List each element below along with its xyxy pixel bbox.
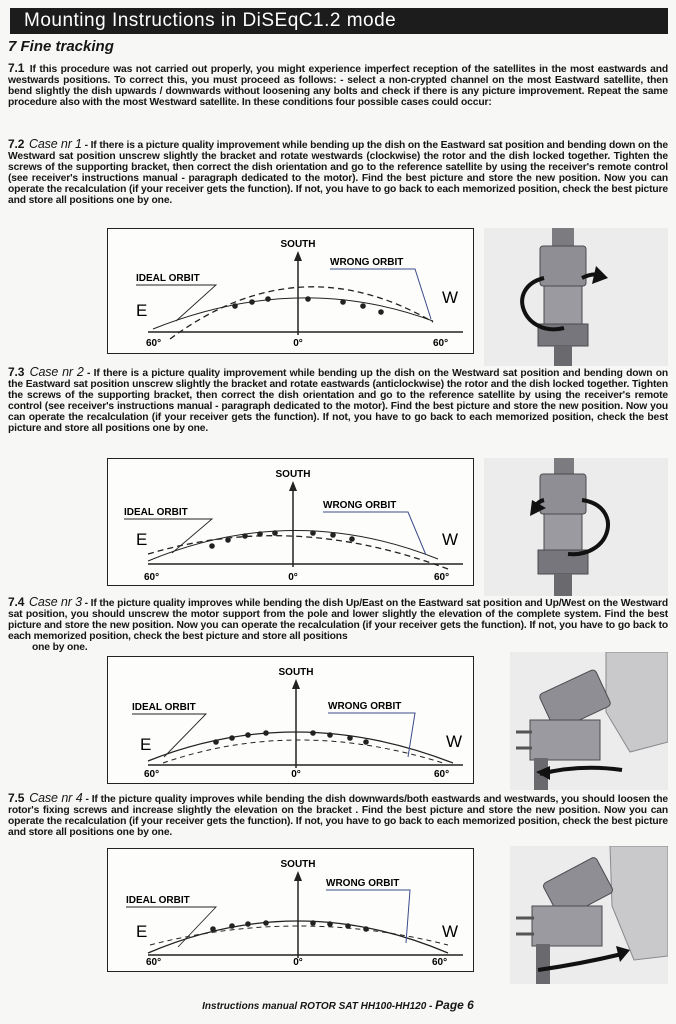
- wrong-orbit-label: WRONG ORBIT: [330, 257, 404, 268]
- ideal-orbit-label: IDEAL ORBIT: [124, 507, 188, 518]
- orbit-diagram-case-4: [107, 848, 474, 972]
- orbit-diagram-case-2: [107, 458, 474, 586]
- rotor-photo-case-3: [510, 652, 668, 790]
- paragraph-number: 7.2: [8, 137, 25, 151]
- paragraph-7-2: [8, 139, 668, 207]
- page-number: Page 6: [435, 998, 474, 1012]
- case-label: Case nr 1: [28, 137, 82, 151]
- section-title: 7 Fine tracking: [8, 38, 114, 55]
- rotor-photo-case-4: [510, 846, 668, 984]
- center-degree-label: 0°: [293, 957, 303, 968]
- east-label: E: [136, 530, 148, 549]
- paragraph-text: - If there is a picture quality improvement while bending up the dish on the Westward sat position and bending down on the Eastward sat position unscrew slightly the bracket and rotate eastwards (anticlockwise) the rotor and the dish locked together. Tighten the screws of the supporting bracket, then correct the dish orientation and go to the reference satellite by using the receiver's remote control (see receiver's instructions manual - paragraph dedicated to the motor). Find the best picture and store the new position. Now you can operate the recalculation (if your receiver gets the function). If not, you have to go back to each memorized position, check the best picture and store all positions one by one.: [8, 368, 669, 435]
- ideal-orbit-label: IDEAL ORBIT: [132, 702, 196, 713]
- left-degree-label: 60°: [146, 957, 162, 968]
- east-label: E: [136, 301, 148, 320]
- footer-text: Instructions manual ROTOR SAT HH100-HH120 -: [202, 1001, 436, 1012]
- ideal-orbit-label: IDEAL ORBIT: [136, 273, 200, 284]
- paragraph-7-5: [8, 793, 668, 838]
- west-label: W: [442, 288, 459, 307]
- right-degree-label: 60°: [433, 338, 449, 349]
- center-degree-label: 0°: [291, 769, 301, 780]
- west-label: W: [442, 530, 459, 549]
- orbit-diagram-case-1: [107, 228, 474, 354]
- south-label: SOUTH: [275, 469, 311, 480]
- rotor-photo-case-1: [484, 228, 668, 366]
- wrong-orbit-label: WRONG ORBIT: [326, 878, 400, 889]
- paragraph-number: 7.1: [8, 61, 25, 75]
- paragraph-text: - If the picture quality improves while bending the dish Up/East on the Eastward sat position and Up/West on the Westward sat position, you should unscrew the motor support from the pole and lower slightly the elevation of the complete system. Find the best picture and store the new position. Now you can operate the recalculation (if your receiver gets the function). If not, you have to go back to each memorized position, check the best picture and store all positions: [8, 598, 668, 643]
- page-header: Mounting Instructions in DiSEqC1.2 mode: [10, 8, 668, 34]
- south-label: SOUTH: [280, 239, 316, 250]
- case-label: Case nr 4: [29, 791, 83, 805]
- left-degree-label: 60°: [146, 338, 162, 349]
- paragraph-7-1: [8, 63, 668, 108]
- page-footer: [0, 998, 676, 1012]
- paragraph-number: 7.4: [8, 595, 25, 609]
- center-degree-label: 0°: [293, 338, 303, 349]
- right-degree-label: 60°: [432, 957, 448, 968]
- orbit-diagram-case-3: [107, 656, 474, 784]
- case-label: Case nr 2: [29, 365, 84, 379]
- paragraph-7-4: [8, 597, 668, 653]
- south-label: SOUTH: [280, 859, 316, 870]
- ideal-orbit-label: IDEAL ORBIT: [126, 895, 190, 906]
- paragraph-text: - If the picture quality improves while bending the dish downwards/both eastwards and westwards, you should loosen the rotor's fixing screws and increase slightly the elevation on the bracket . Find the best picture and store the new position. Now you can operate the recalculation (if your receiver gets the function). If not, you have to go back to each memorized position, check the best picture and store all positions one by one.: [8, 794, 668, 839]
- case-label: Case nr 3: [28, 595, 82, 609]
- paragraph-7-3: [8, 367, 668, 435]
- right-degree-label: 60°: [434, 769, 450, 780]
- east-label: E: [140, 735, 152, 754]
- paragraph-text: If this procedure was not carried out properly, you might experience imperfect reception of the satellites in the most eastwards and westwards positions. To correct this, you must proceed as follows: - select a non-crypted channel on the most Eastward satellite, then bend slightly the dish upwards / downwards without loosening any bolts and check if there is any picture improvement. Repeat the same procedure also with the most Westward satellite. In these conditions four possible cases could occur:: [8, 64, 668, 109]
- east-label: E: [136, 922, 148, 941]
- rotor-photo-case-2: [484, 458, 668, 596]
- left-degree-label: 60°: [144, 769, 160, 780]
- paragraph-continuation: one by one.: [32, 642, 88, 654]
- paragraph-number: 7.3: [8, 365, 25, 379]
- left-degree-label: 60°: [144, 572, 160, 583]
- paragraph-text: - If there is a picture quality improvement while bending up the dish on the Eastward sat position and bending down on the Westward sat position unscrew slightly the bracket and rotate westwards (clockwise) the rotor and the dish locked together. Tighten the screws of the supporting bracket, then correct the dish orientation and go to the reference satellite by using the receiver's remote control (see receiver's instructions manual - paragraph dedicated to the motor). Find the best picture and store the new position. Now you can operate the recalculation (if your receiver gets the function). If not, you have to go back to each memorized position, check the best picture and store all positions one by one.: [8, 140, 668, 207]
- paragraph-number: 7.5: [8, 791, 25, 805]
- south-label: SOUTH: [278, 667, 314, 678]
- wrong-orbit-label: WRONG ORBIT: [328, 701, 402, 712]
- center-degree-label: 0°: [288, 572, 298, 583]
- wrong-orbit-label: WRONG ORBIT: [323, 500, 397, 511]
- right-degree-label: 60°: [434, 572, 450, 583]
- west-label: W: [442, 922, 459, 941]
- west-label: W: [446, 732, 463, 751]
